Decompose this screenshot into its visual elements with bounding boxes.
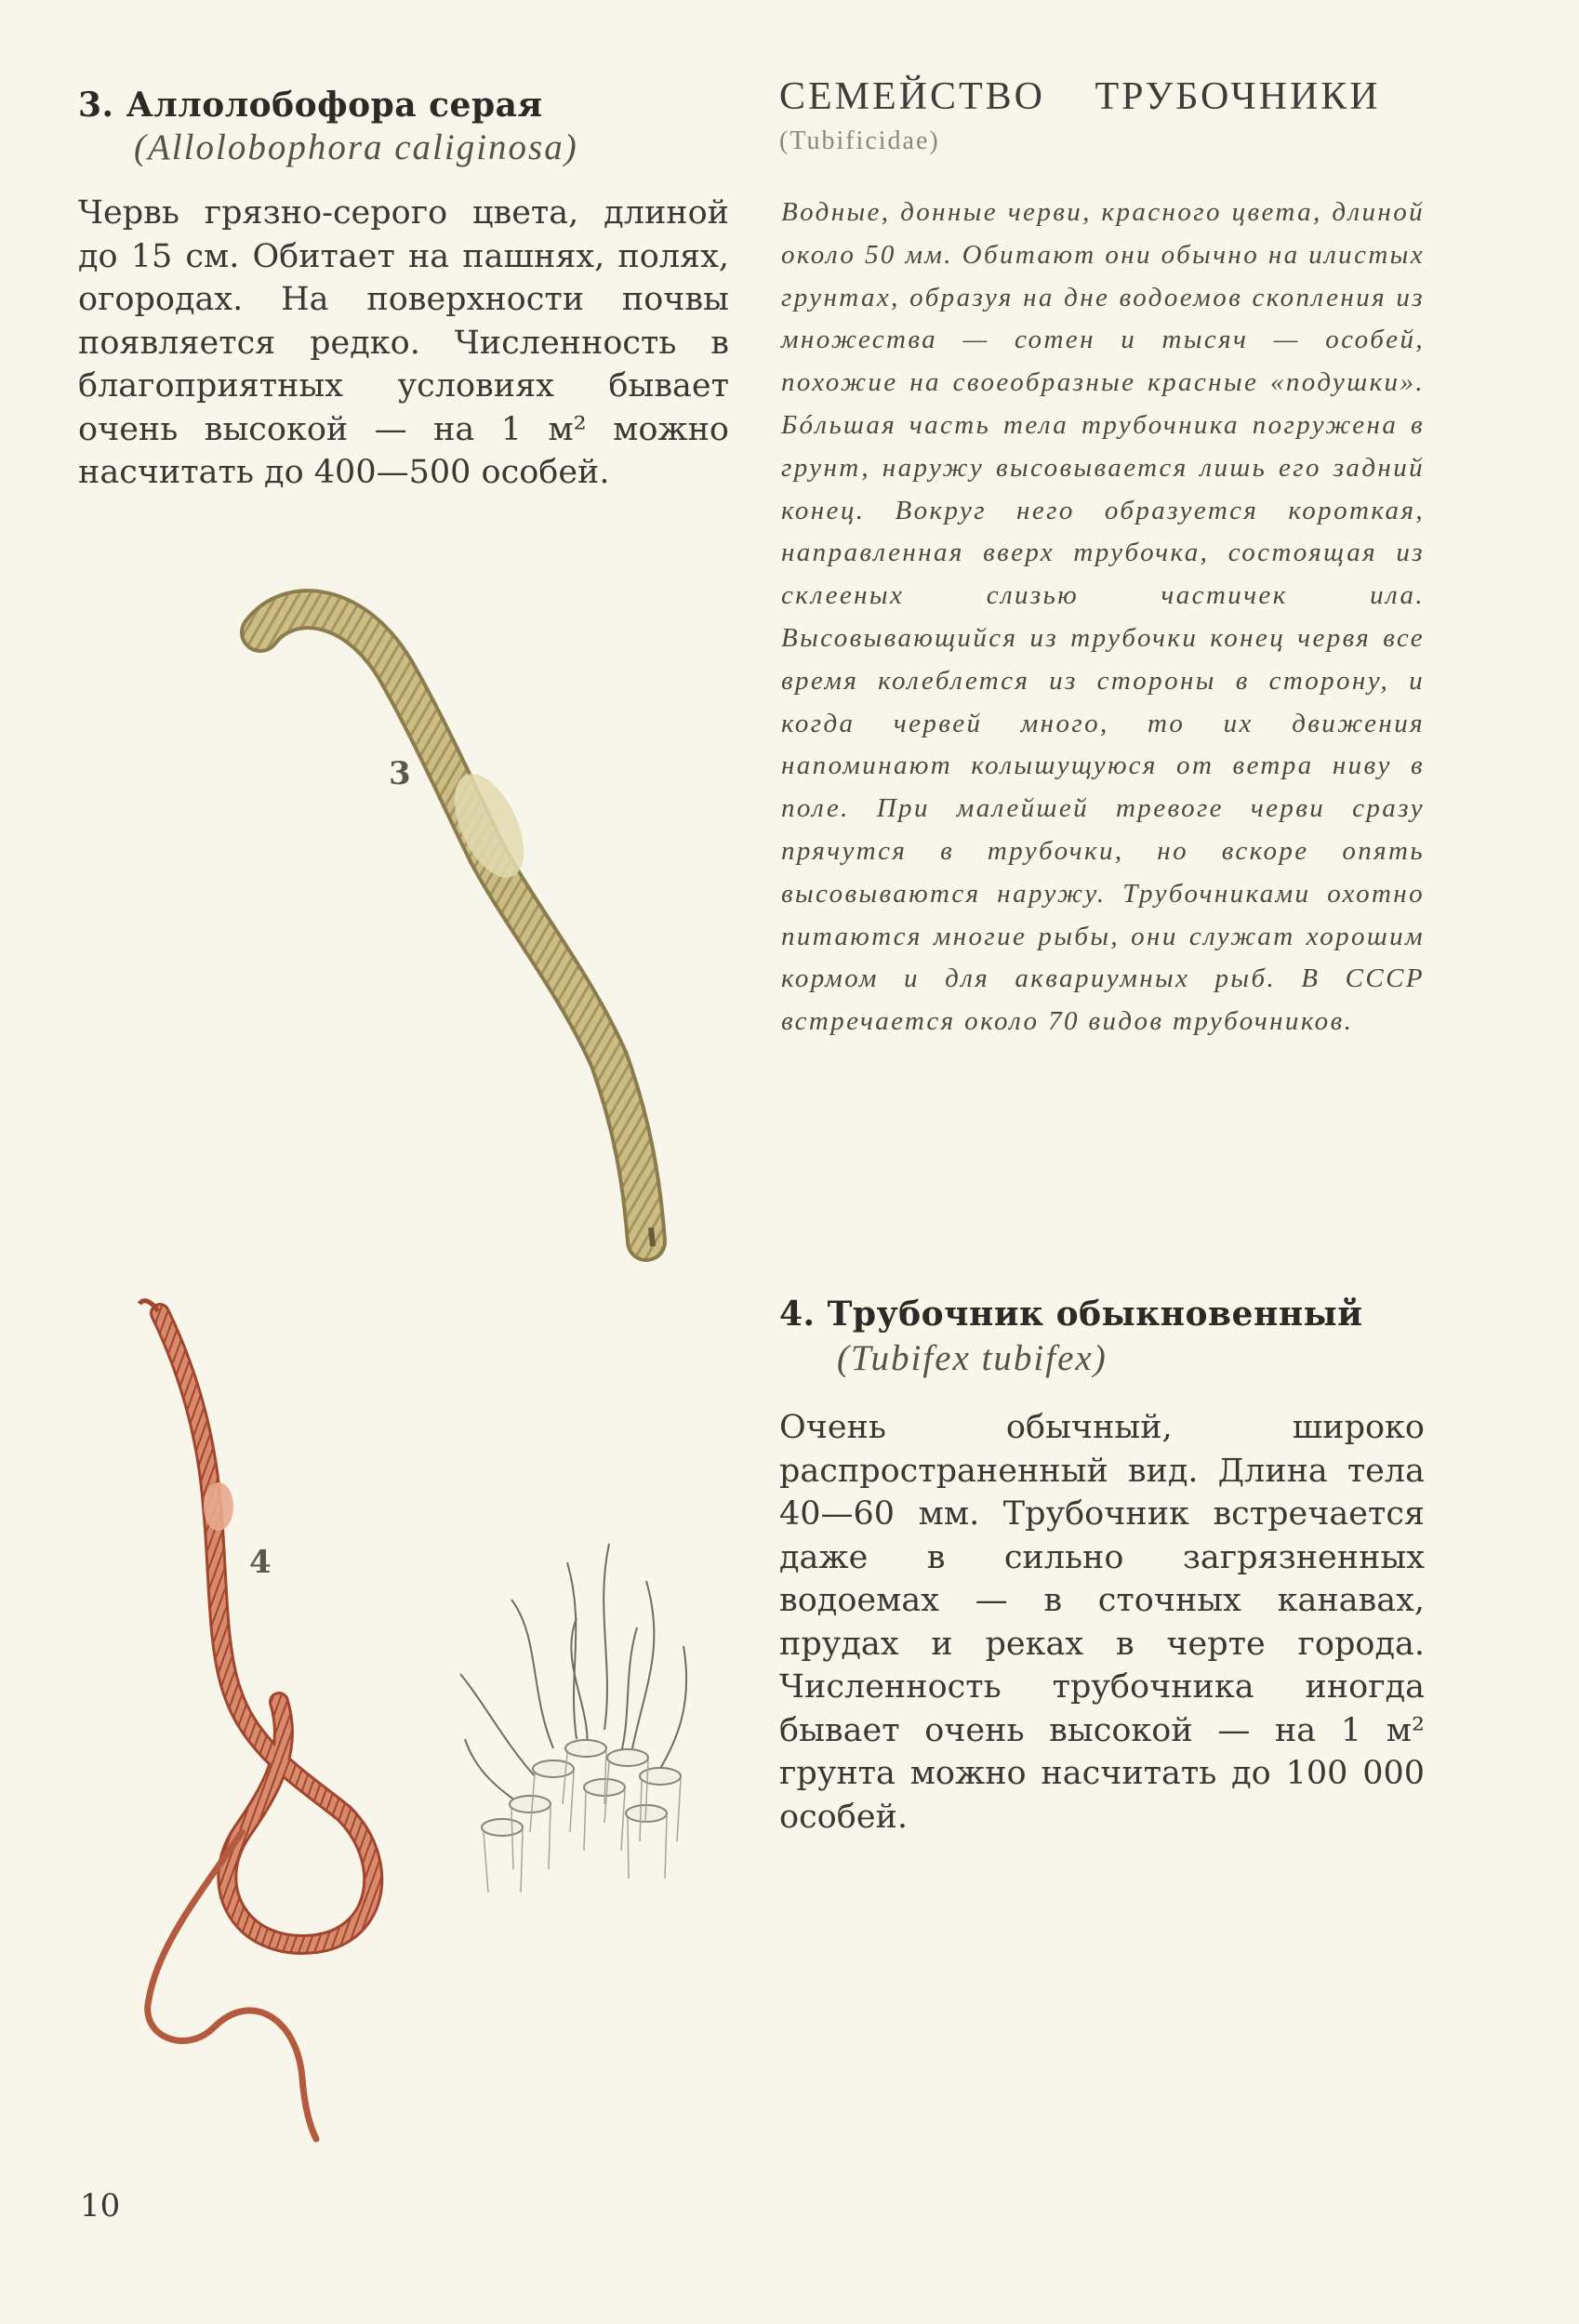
page-number: 10 bbox=[80, 2187, 121, 2224]
figure-4-label: 4 bbox=[249, 1544, 272, 1581]
family-description: Водные, донные черви, красного цвета, длиной около 50 мм. Обитают они обычно на илистых грунтах, образуя на дне водоемов скопления из множества — сотен и тысяч — особей, похожие на своеобразные красные «подушки». Бóльшая часть тела трубочника погружена в грунт, наружу высовывается лишь его задний конец. Вокруг него образуется короткая, направленная вверх трубочка, состоящая из склееных слизью частичек ила. Высовывающийся из трубочки конец червя все время колеблется из стороны в сторону, и когда червей много, то их движения напоминают колышущуюся от ветра ниву в поле. При малейшей тревоге черви сразу прячутся в трубочки, но вскоре опять высовываются наружу. Трубочниками охотно питаются многие рыбы, они служат хорошим кормом и для аквариумных рыб. В СССР встречается около 70 видов трубочников. bbox=[781, 197, 1425, 1037]
worm-clitellum-mark bbox=[204, 1482, 233, 1531]
species4-title: 4. Трубочник обыкновенный bbox=[779, 1295, 1363, 1334]
species3-title: 3. Аллолобофора серая bbox=[78, 86, 543, 125]
species3-description: Червь грязно-серого цвета, длиной до 15 см. Обитает на пашнях, полях, огородах. На поверхности почвы появляется редко. Численность в благоприятных условиях бывает очень высокой — на 1 м² можно насчитать до 400—500 особей. bbox=[78, 194, 729, 491]
family-latin-name: (Tubificidae) bbox=[779, 126, 940, 155]
family-title: СЕМЕЙСТВО ТРУБОЧНИКИ bbox=[779, 75, 1381, 118]
species3-latin-name: (Allolobophora caliginosa) bbox=[134, 127, 578, 167]
tubifex-tubes-sketch bbox=[446, 1525, 725, 1897]
figure-3-allolobophora-illustration bbox=[232, 577, 753, 1265]
figure-4-tubifex-illustration bbox=[102, 1293, 456, 2148]
species4-description: Очень обычный, широко распространенный вид. Длина тела 40—60 мм. Трубочник встречается даже в сильно загрязненных водоемах — в сточных канавах, прудах и реках в черте города. Численность трубочника иногда бывает очень высокой — на 1 м² грунта можно насчитать до 100 000 особей. bbox=[779, 1409, 1425, 1836]
species4-latin-name: (Tubifex tubifex) bbox=[837, 1338, 1108, 1378]
figure-3-label: 3 bbox=[389, 755, 411, 792]
